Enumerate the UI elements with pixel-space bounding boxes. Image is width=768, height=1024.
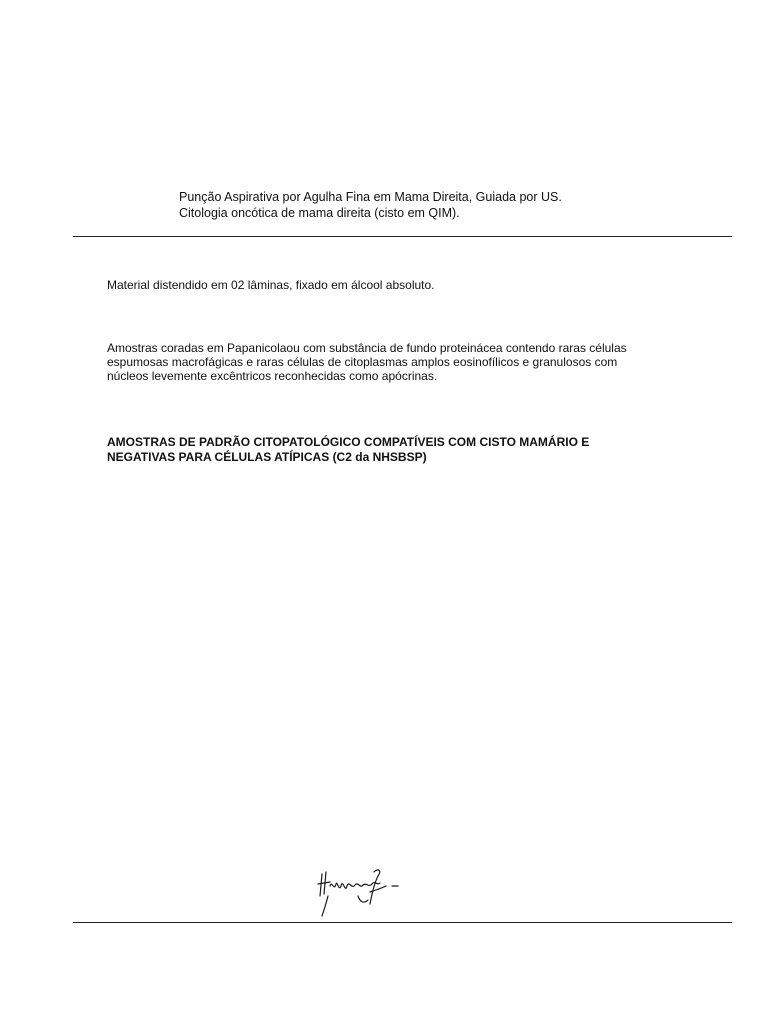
- conclusion-paragraph: [107, 435, 667, 465]
- conclusion-line: NEGATIVAS PARA CÉLULAS ATÍPICAS (C2 da NHSBSP): [107, 450, 427, 464]
- exam-title: Punção Aspirativa por Agulha Fina em Mama Direita, Guiada por US.: [179, 190, 562, 204]
- description-line: núcleos levemente excêntricos reconhecidas como apócrinas.: [107, 369, 438, 383]
- handwritten-signature: [314, 862, 404, 920]
- description-paragraph: [107, 341, 667, 383]
- exam-header: [179, 189, 562, 221]
- description-line: espumosas macrofágicas e raras células de citoplasmas amplos eosinofílicos e granulosos com: [107, 355, 618, 369]
- header-divider: [73, 236, 732, 237]
- footer-divider: [73, 922, 732, 923]
- description-line: Amostras coradas em Papanicolaou com substância de fundo proteinácea contendo raras células: [107, 341, 627, 355]
- conclusion-line: AMOSTRAS DE PADRÃO CITOPATOLÓGICO COMPATÍVEIS COM CISTO MAMÁRIO E: [107, 435, 590, 449]
- exam-subtitle: Citologia oncótica de mama direita (cisto em QIM).: [179, 206, 460, 220]
- material-paragraph: Material distendido em 02 lâminas, fixado em álcool absoluto.: [107, 278, 435, 292]
